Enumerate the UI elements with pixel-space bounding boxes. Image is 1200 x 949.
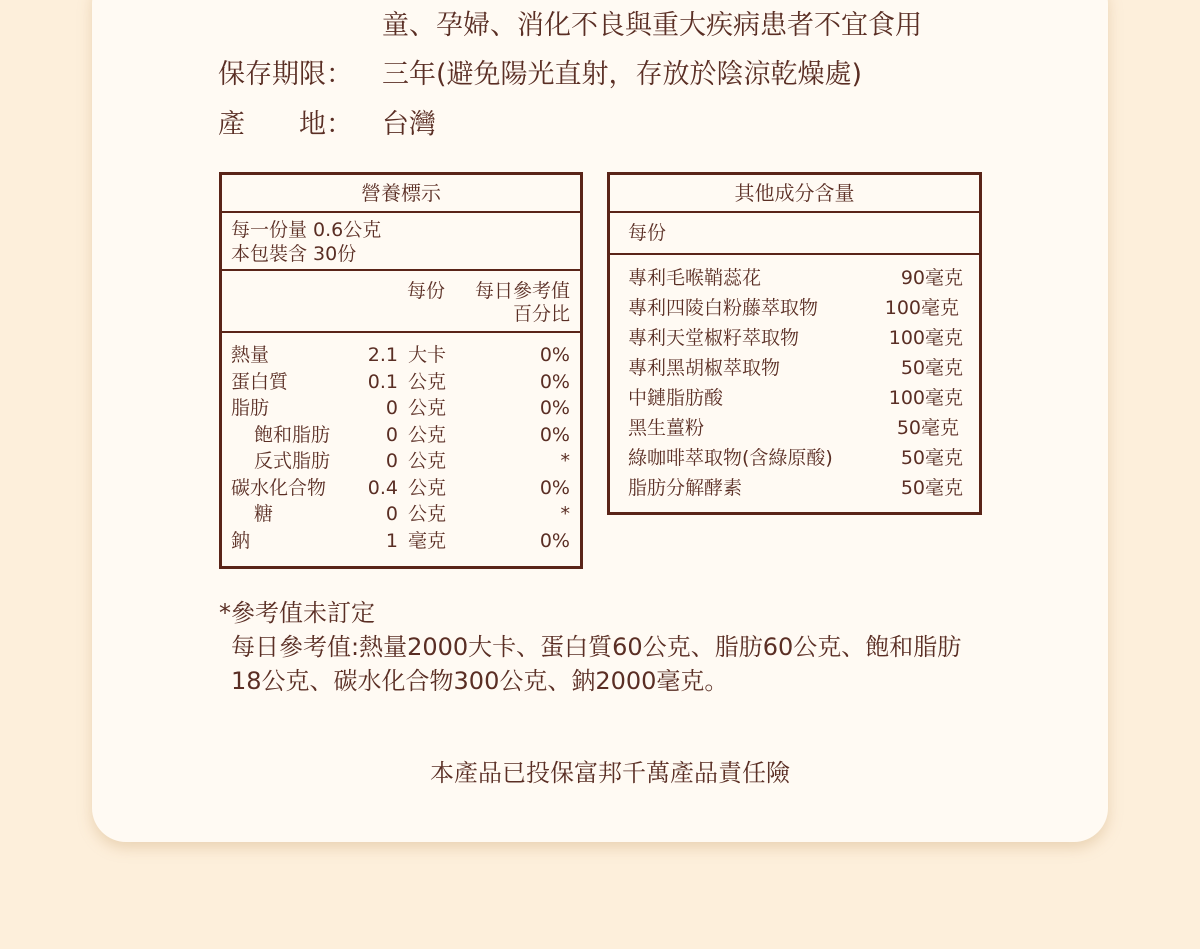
ingredient-row (610, 443, 979, 473)
nutrient-row (222, 422, 580, 449)
ingredient-name: 專利四陵白粉藤萃取物 (628, 297, 819, 319)
nutrient-rows (222, 333, 580, 554)
nutrient-daily: 0% (539, 397, 570, 419)
nutrient-amount: 1 (385, 529, 398, 552)
ingredient-amount: 100毫克 (884, 297, 959, 319)
col-per-serving: 每份 (407, 280, 446, 302)
nutrition-title: 營養標示 (222, 175, 580, 213)
ingredient-name: 專利毛喉鞘蕊花 (628, 267, 762, 289)
nutrient-unit: 公克 (408, 370, 447, 393)
ingredient-row (610, 473, 979, 503)
nutrient-daily: * (560, 503, 570, 525)
ingredient-name: 專利黑胡椒萃取物 (628, 357, 781, 379)
nutrient-unit: 公克 (408, 423, 447, 446)
nutrition-facts-table (219, 172, 583, 569)
ingredient-name: 脂肪分解酵素 (628, 477, 743, 499)
nutrient-amount: 0.4 (367, 476, 398, 499)
nutrient-row (222, 395, 580, 422)
nutrient-row (222, 342, 580, 369)
nutrient-name: 熱量 (231, 344, 270, 366)
ingredient-amount: 50毫克 (896, 417, 959, 439)
info-row-origin (0, 105, 1200, 145)
nutrient-amount: 0 (385, 503, 398, 525)
ingredient-row (610, 383, 979, 413)
ingredient-rows (610, 255, 979, 503)
serving-section (222, 213, 580, 271)
nutrient-unit: 毫克 (408, 529, 447, 552)
ingredient-name: 綠咖啡萃取物(含綠原酸) (628, 447, 833, 469)
nutrient-daily: 0% (539, 344, 570, 366)
shelf-life-value: 三年(避免陽光直射，存放於陰涼乾燥處) (382, 59, 863, 90)
ingredient-amount: 100毫克 (888, 387, 963, 409)
footnote-undefined: *參考值未訂定 (219, 599, 375, 627)
nutrient-unit: 公克 (408, 397, 447, 419)
nutrient-row (222, 475, 580, 502)
nutrient-name: 碳水化合物 (231, 476, 327, 499)
nutrient-daily: 0% (539, 370, 570, 393)
nutrient-unit: 大卡 (408, 344, 447, 366)
nutrient-name: 鈉 (231, 529, 251, 552)
nutrient-row (222, 528, 580, 555)
nutrient-name: 脂肪 (231, 397, 270, 419)
ingredient-amount: 50毫克 (900, 477, 963, 499)
nutrient-amount: 0 (385, 397, 398, 419)
nutrient-name: 反式脂肪 (254, 450, 331, 472)
nutrient-name: 糖 (254, 503, 274, 525)
other-ingredients-title: 其他成分含量 (610, 175, 979, 213)
ingredient-name: 中鏈脂肪酸 (628, 387, 724, 409)
nutrient-amount: 2.1 (367, 344, 398, 366)
nutrient-unit: 公克 (408, 476, 447, 499)
ingredient-row (610, 413, 979, 443)
nutrient-daily: 0% (539, 529, 570, 552)
ingredient-amount: 50毫克 (900, 357, 963, 379)
shelf-life-label: 保存期限： (218, 59, 353, 90)
per-serving-label: 每份 (628, 222, 667, 244)
origin-label: 產 地： (218, 109, 353, 140)
other-ingredients-table (607, 172, 982, 515)
nutrient-daily: 0% (539, 423, 570, 446)
nutrient-unit: 公克 (408, 450, 447, 472)
column-header-section (222, 271, 580, 333)
nutrient-amount: 0 (385, 423, 398, 446)
nutrient-daily: 0% (539, 476, 570, 499)
ingredient-amount: 100毫克 (888, 327, 963, 349)
footnote-daily-values: 每日參考值:熱量2000大卡、蛋白質60公克、脂肪60公克、飽和脂肪 (231, 633, 962, 661)
nutrient-name: 飽和脂肪 (254, 423, 331, 446)
ingredient-name: 專利天堂椒籽萃取物 (628, 327, 800, 349)
ingredient-row (610, 353, 979, 383)
origin-value: 台灣 (382, 109, 436, 140)
warning-text: 童、孕婦、消化不良與重大疾病患者不宜食用 (382, 10, 922, 41)
nutrient-row (222, 448, 580, 475)
info-row-warning (0, 6, 1200, 46)
col-daily-value-2: 百分比 (512, 303, 570, 325)
nutrient-amount: 0 (385, 450, 398, 472)
nutrient-unit: 公克 (408, 503, 447, 525)
info-row-shelf-life (0, 55, 1200, 95)
nutrient-name: 蛋白質 (231, 370, 289, 393)
per-serving-section (610, 213, 979, 255)
serving-size: 每一份量 0.6公克 (231, 219, 382, 241)
footnote-daily-values-cont: 18公克、碳水化合物300公克、鈉2000毫克。 (231, 667, 729, 695)
ingredient-amount: 90毫克 (900, 267, 963, 289)
ingredient-name: 黑生薑粉 (628, 417, 705, 439)
nutrient-daily: * (560, 450, 570, 472)
col-daily-value-1: 每日參考值 (474, 280, 570, 302)
ingredient-row (610, 263, 979, 293)
servings-per-package: 本包裝含 30份 (231, 243, 357, 265)
nutrient-row (222, 501, 580, 528)
ingredient-row (610, 323, 979, 353)
insurance-statement: 本產品已投保富邦千萬產品責任險 (430, 759, 790, 787)
nutrient-amount: 0.1 (367, 370, 398, 393)
ingredient-row (610, 293, 979, 323)
ingredient-amount: 50毫克 (900, 447, 963, 469)
nutrient-row (222, 369, 580, 396)
